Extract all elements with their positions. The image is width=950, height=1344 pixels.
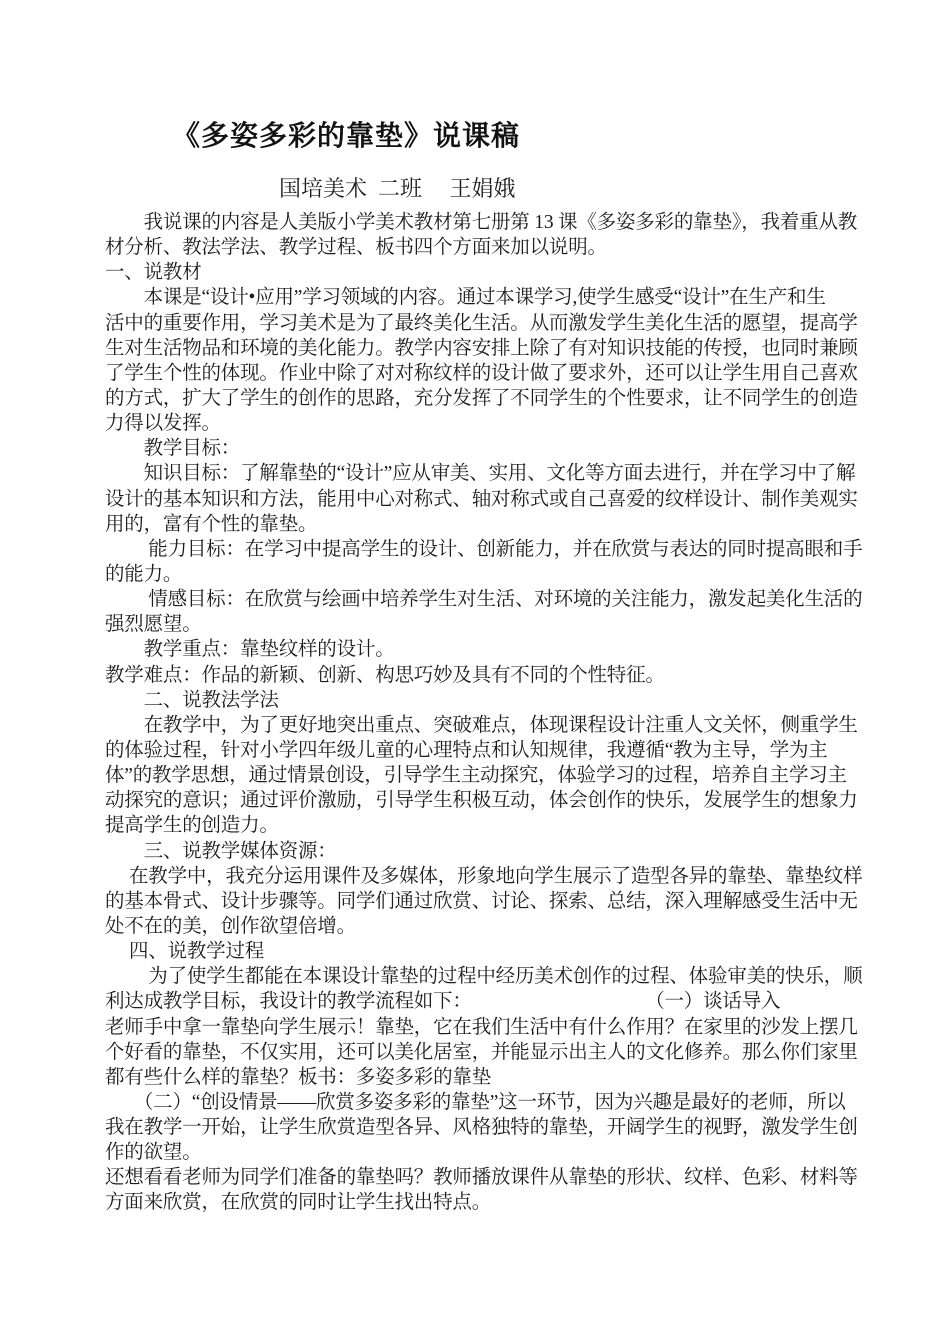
text-line: 三、说教学媒体资源：	[105, 840, 337, 862]
text-line: 在教学中，我充分运用课件及多媒体，形象地向学生展示了造型各异的靠垫、靠垫纹样	[105, 865, 863, 887]
text-line: 体”的教学思想，通过情景创设，引导学生主动探究，体验学习的过程，培养自主学习主	[105, 765, 847, 787]
text-line: 了学生个性的体现。作业中除了对对称纹样的设计做了要求外，还可以让学生用自己喜欢	[105, 362, 858, 384]
text-line: 活中的重要作用，学习美术是为了最终美化生活。从而激发学生美化生活的愿望，提高学	[105, 312, 858, 334]
text-line: 我说课的内容是人美版小学美术教材第七册第 13 课《多姿多彩的靠垫》，我着重从教	[105, 212, 858, 233]
text-line: 一、说教材	[105, 262, 202, 284]
text-line: （二）“创设情景——欣赏多姿多彩的靠垫”这一环节，因为兴趣是最好的老师，所以	[105, 1091, 846, 1113]
text-line: 个好看的靠垫，不仅实用，还可以美化居室，并能显示出主人的文化修养。那么你们家里	[105, 1041, 858, 1063]
text-line: 教学难点：作品的新颖、创新、构思巧妙及具有不同的个性特征。	[105, 664, 665, 686]
text-line: 四、说教学过程	[105, 941, 265, 963]
text-line: 力得以发挥。	[105, 413, 221, 435]
document-byline: 国培美术 二班 王娟娥	[279, 176, 516, 201]
text-line: 用的，富有个性的靠垫。	[105, 513, 318, 535]
text-line: 情感目标：在欣赏与绘画中培养学生对生活、对环境的关注能力，激发起美化生活的	[105, 589, 863, 611]
text-line: 的基本骨式、设计步骤等。同学们通过欣赏、讨论、探索、总结，深入理解感受生活中无	[105, 890, 858, 912]
text-line: 能力目标：在学习中提高学生的设计、创新能力，并在欣赏与表达的同时提高眼和手	[105, 538, 863, 560]
text-line: 老师手中拿一靠垫向学生展示！靠垫，它在我们生活中有什么作用？在家里的沙发上摆几	[105, 1016, 858, 1038]
text-line: 的体验过程，针对小学四年级儿童的心理特点和认知规律，我遵循“教为主导，学为主	[105, 739, 828, 761]
text-line: 利达成教学目标，我设计的教学流程如下： （一）谈话导入	[105, 991, 781, 1013]
text-line: 的方式，扩大了学生的创作的思路，充分发挥了不同学生的个性要求，让不同学生的创造	[105, 387, 858, 409]
document-title: 《多姿多彩的靠垫》说课稿	[172, 121, 521, 152]
text-line: 的能力。	[105, 563, 183, 585]
text-line: 知识目标：了解靠垫的“设计”应从审美、实用、文化等方面去进行，并在学习中了解	[105, 463, 856, 485]
text-line: 设计的基本知识和方法，能用中心对称式、轴对称式或自己喜爱的纹样设计、制作美观实	[105, 488, 858, 510]
text-line: 都有些什么样的靠垫？板书：多姿多彩的靠垫	[105, 1066, 492, 1088]
text-line: 二、说教法学法	[105, 689, 279, 711]
text-line: 强烈愿望。	[105, 614, 202, 636]
document-body	[105, 210, 865, 1216]
text-line: 材分析、教法学法、教学过程、板书四个方面来加以说明。	[105, 237, 607, 259]
text-line: 还想看看老师为同学们准备的靠垫吗？教师播放课件从靠垫的形状、纹样、色彩、材料等	[105, 1167, 858, 1189]
text-line: 教学重点：靠垫纹样的设计。	[105, 639, 395, 661]
text-line: 我在教学一开始，让学生欣赏造型各异、风格独特的靠垫，开阔学生的视野，激发学生创	[105, 1117, 858, 1139]
text-line: 为了使学生都能在本课设计靠垫的过程中经历美术创作的过程、体验审美的快乐，顺	[105, 966, 863, 988]
text-line: 提高学生的创造力。	[105, 815, 279, 837]
text-line: 教学目标：	[105, 438, 241, 460]
text-line: 作的欲望。	[105, 1142, 202, 1164]
text-line: 生对生活物品和环境的美化能力。教学内容安排上除了有对知识技能的传授，也同时兼顾	[105, 337, 858, 359]
text-line: 本课是“设计•应用”学习领域的内容。通过本课学习,使学生感受“设计”在生产和生	[105, 287, 826, 309]
text-line: 处不在的美，创作欲望倍增。	[105, 915, 356, 937]
text-line: 方面来欣赏，在欣赏的同时让学生找出特点。	[105, 1192, 492, 1214]
text-line: 动探究的意识；通过评价激励，引导学生积极互动，体会创作的快乐，发展学生的想象力	[105, 790, 858, 812]
text-line: 在教学中，为了更好地突出重点、突破难点，体现课程设计注重人文关怀，侧重学生	[105, 714, 858, 736]
